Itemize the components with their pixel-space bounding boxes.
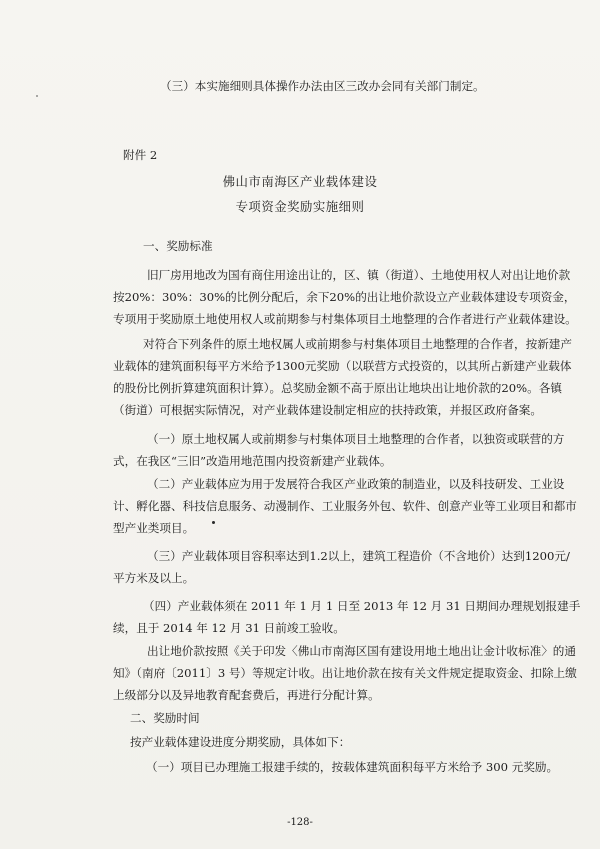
condition-item-4: （四）产业载体须在 2011 年 1 月 1 日至 2013 年 12 月 31 日期间办理规划报建手续，且于 2014 年 12 月 31 日前竣工验收。 (113, 599, 581, 635)
condition-item-3: （三）产业载体项目容积率达到1.2以上，建筑工程造价（不含地价）达到1200元/平方米及以上。 (113, 549, 570, 585)
section-heading-award-timing: 二、奖励时间 (130, 711, 200, 725)
award-item-1: （一）项目已办理施工报建手续的，按载体建筑面积每平方米给予 300 元奖励。 (146, 760, 559, 774)
page-number: -128- (287, 817, 313, 828)
document-title-line1: 佛山市南海区产业载体建设 (222, 174, 378, 189)
document-title-line2: 专项资金奖励实施细则 (235, 199, 365, 214)
section-heading-award-standard: 一、奖励标准 (143, 239, 213, 253)
condition-item-2: （二）产业载体应为用于发展符合我区产业政策的制造业，以及科技研发、工业设计、孵化器、科技信息服务、动漫制作、工业服务外包、软件、创意产业等工业项目和都市型产业类项目。 (113, 477, 577, 535)
paragraph-award-conditions: 对符合下列条件的原土地权属人或前期参与村集体项目土地整理的合作者，按新建产业载体的建筑面积每平方米给予1300元奖励（以联营方式投资的，以其所占新建产业载体的股份比例折算建筑面积计算）。总奖励金额不高于原出让地块出让地价款的20%。各镇（街道）可根据实际情况，对产业载体建设制定相应的扶持政策，并报区政府备案。 (113, 337, 572, 417)
paragraph-fund-allocation: 旧厂房用地改为国有商住用途出让的，区、镇（街道）、土地使用权人对出让地价款按20%：30%：30%的比例分配后，余下20%的出让地价款设立产业载体建设专项资金，专项用于奖励原土地使用权人或前期参与村集体项目土地整理的合作者进行产业载体建设。 (113, 268, 577, 326)
paragraph-land-price-calculation: 出让地价款按照《关于印发〈佛山市南海区国有建设用地土地出让金计收标准〉的通知》（南府〔2011〕3 号）等规定计收。出让地价款在按有关文件规定提取资金、扣除上缴上级部分以及异地教育配套费后，再进行分配计算。 (113, 644, 577, 702)
attachment-label: 附件 2 (123, 148, 158, 162)
intro-line: （三）本实施细则具体操作办法由区三改办会同有关部门制定。 (160, 79, 485, 93)
scan-speck-icon (36, 95, 38, 97)
paragraph-phased-award: 按产业载体建设进度分期奖励，具体如下： (130, 735, 351, 749)
condition-item-1: （一）原土地权属人或前期参与村集体项目土地整理的合作者，以独资或联营的方式，在我区“三旧”改造用地范围内投资新建产业载体。 (113, 432, 565, 468)
scan-speck-icon (212, 521, 215, 524)
